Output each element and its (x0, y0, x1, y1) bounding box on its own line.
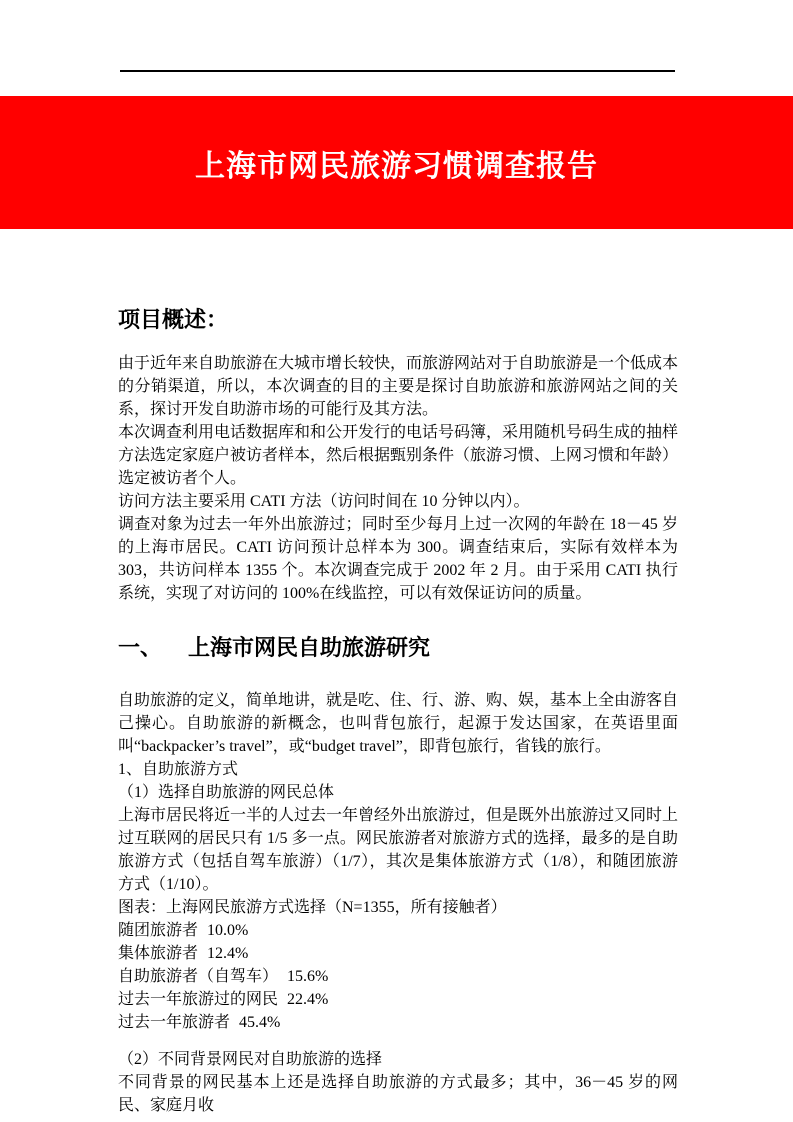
section1-title: 上海市网民自助旅游研究 (188, 635, 431, 660)
section1-number: 一、 (118, 635, 163, 660)
stat-value: 10.0% (207, 922, 249, 939)
section1-point1: （1）选择自助旅游的网民总体 (118, 784, 335, 801)
section1-point2: （2）不同背景网民对自助旅游的选择 (118, 1051, 383, 1068)
stat-label: 过去一年旅游过的网民 (118, 991, 279, 1008)
section1-point2-paragraph: 不同背景的网民基本上还是选择自助旅游的方式最多；其中，36－45 岁的网民、家庭月收 (118, 1074, 678, 1114)
stat-row (118, 942, 678, 965)
section1-list1-title: 1、自助旅游方式 (118, 761, 239, 778)
section1-intro: 自助旅游的定义，简单地讲，就是吃、住、行、游、购、娱，基本上全由游客自己操心。自助旅游的新概念，也叫背包旅行，起源于发达国家，在英语里面叫“backpacker’s travel”，或“budget travel”，即背包旅行，省钱的旅行。 (118, 692, 679, 755)
chart-caption: 图表：上海网民旅游方式选择（N=1355，所有接触者） (118, 899, 507, 916)
stat-label: 过去一年旅游者 (118, 1014, 231, 1031)
stat-row (118, 1011, 678, 1034)
stat-row (118, 965, 678, 988)
overview-paragraph-3: 访问方法主要采用 CATI 方法（访问时间在 10 分钟以内）。 (118, 493, 530, 510)
overview-heading: 项目概述： (118, 307, 229, 332)
overview-paragraph-1: 由于近年来自助旅游在大城市增长较快，而旅游网站对于自助旅游是一个低成本的分销渠道，所以，本次调查的目的主要是探讨自助旅游和旅游网站之间的关系，探讨开发自助游市场的可能行及其方法。 (118, 355, 679, 418)
document-body (118, 306, 678, 1117)
stat-value: 22.4% (287, 991, 329, 1008)
overview-paragraph-2: 本次调查利用电话数据库和和公开发行的电话号码簿，采用随机号码生成的抽样方法选定家庭户被访者样本，然后根据甄别条件（旅游习惯、上网习惯和年龄）选定被访者个人。 (118, 424, 679, 487)
section1-heading (118, 633, 678, 663)
stat-label: 自助旅游者（自驾车） (118, 968, 279, 985)
stat-row (118, 919, 678, 942)
stat-value: 12.4% (207, 945, 249, 962)
header-rule (120, 70, 675, 72)
stat-row (118, 988, 678, 1011)
section1-point1-paragraph: 上海市居民将近一半的人过去一年曾经外出旅游过，但是既外出旅游过又同时上过互联网的居民只有 1/5 多一点。网民旅游者对旅游方式的选择，最多的是自助旅游方式（包括自驾车旅游）（1/7），其次是集体旅游方式（1/8），和随团旅游方式（1/10）。 (118, 807, 679, 893)
stat-label: 随团旅游者 (118, 922, 199, 939)
report-title: 上海市网民旅游习惯调查报告 (195, 149, 598, 183)
stat-value: 15.6% (287, 968, 329, 985)
stat-value: 45.4% (239, 1014, 281, 1031)
overview-paragraph-4: 调查对象为过去一年外出旅游过；同时至少每月上过一次网的年龄在 18－45 岁的上海市居民。CATI 访问预计总样本为 300。调查结束后，实际有效样本为 303，共访问样本 1355 个。本次调查完成于 2002 年 2 月。由于采用 CATI 执行系统，实现了对访问的 100%在线监控，可以有效保证访问的质量。 (118, 516, 678, 602)
title-banner (0, 96, 793, 229)
stat-label: 集体旅游者 (118, 945, 199, 962)
